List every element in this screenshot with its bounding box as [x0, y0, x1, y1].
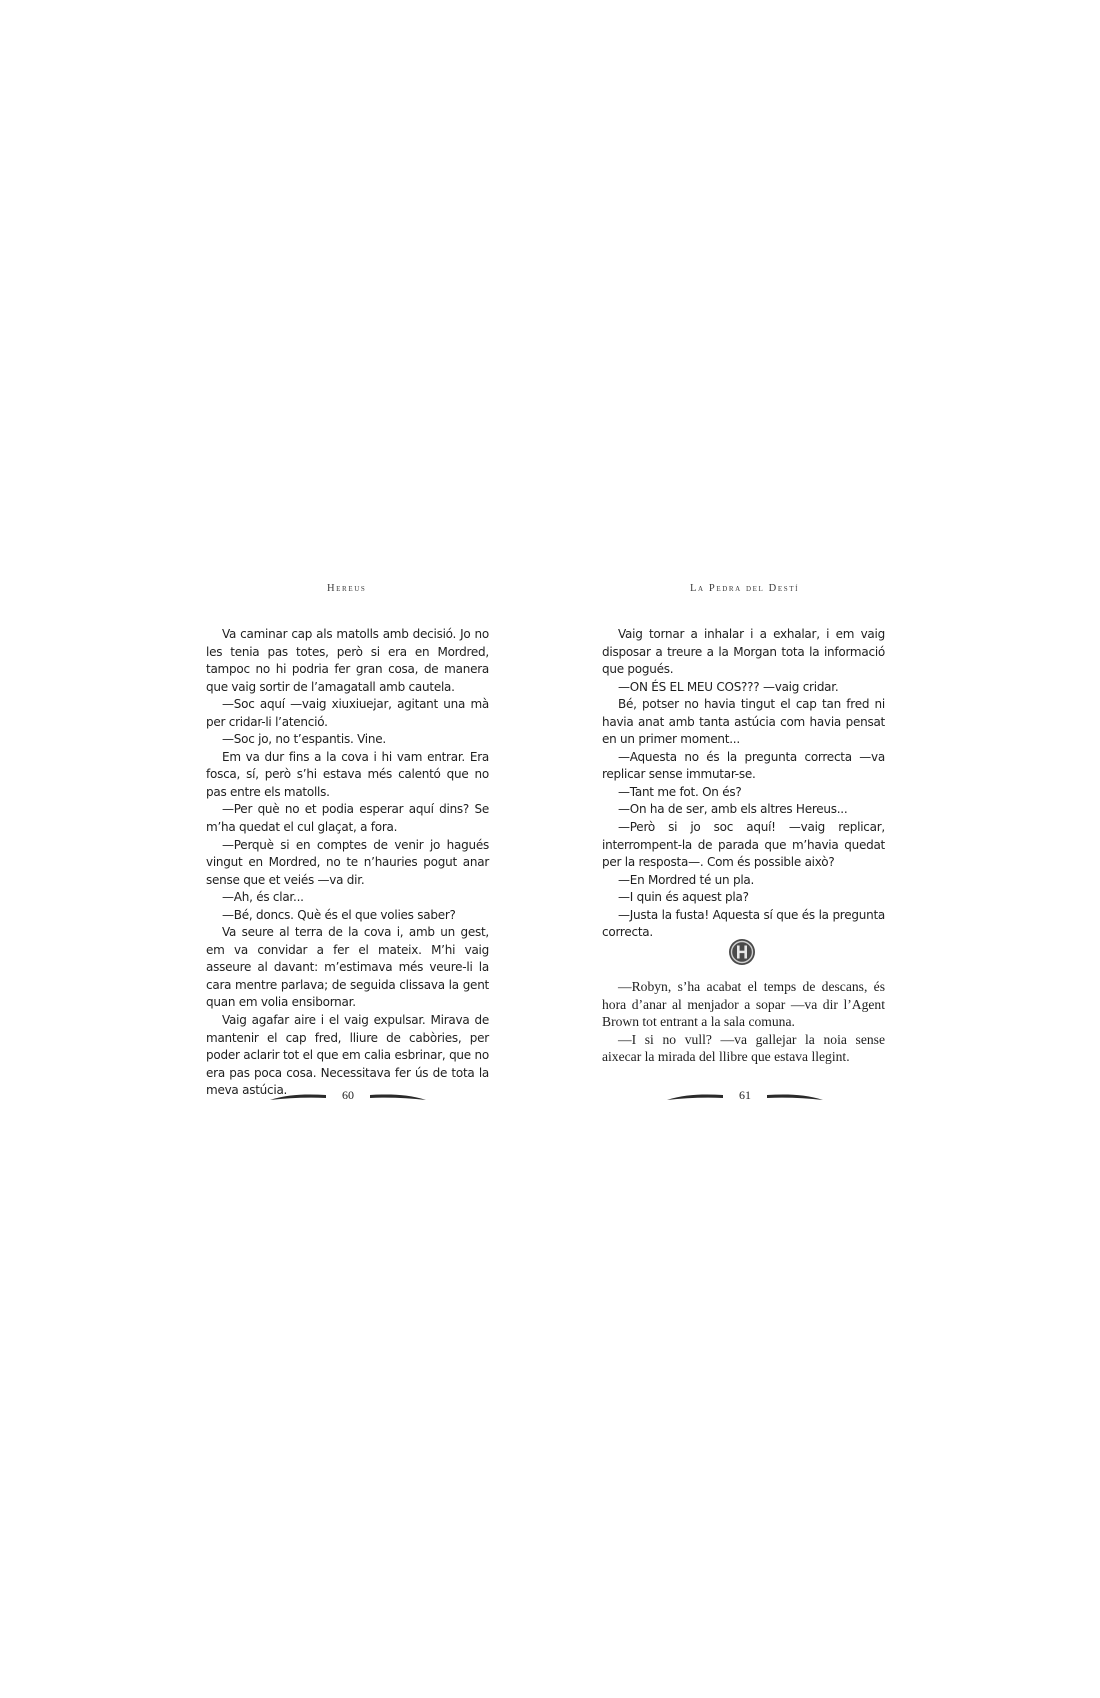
right-page-scene-text: [602, 978, 885, 1066]
page-number: 61: [739, 1088, 751, 1102]
paragraph: Va caminar cap als matolls amb decisió. Jo no les tenia pas totes, però si era en Mordred, tampoc no hi podria fer gran cosa, de manera que vaig sortir de l’amagatall amb cautela.: [206, 627, 489, 694]
paragraph: —Bé, doncs. Què és el que volies saber?: [222, 907, 456, 922]
paragraph: —Ah, és clar...: [222, 890, 304, 905]
paragraph: —Justa la fusta! Aquesta sí que és la pregunta correcta.: [602, 907, 885, 940]
left-running-head: Hereus: [327, 583, 367, 594]
paragraph: Vaig tornar a inhalar i a exhalar, i em vaig disposar a treure a la Morgan tota la informació que pogués.: [602, 627, 885, 677]
paragraph: —I si no vull? —va gallejar la noia sense aixecar la mirada del llibre que estava llegint.: [602, 1031, 885, 1064]
paragraph: —Aquesta no és la pregunta correcta —va replicar sense immutar-se.: [602, 749, 885, 782]
paragraph: —Robyn, s’ha acabat el temps de descans, és hora d’anar al menjador a sopar —va dir l’Agent Brown tot entrant a la sala comuna.: [602, 979, 885, 1029]
paragraph: —Tant me fot. On és?: [618, 784, 742, 799]
paragraph: —ON ÉS EL MEU COS??? —vaig cridar.: [618, 679, 839, 694]
right-running-head: La Pedra del Destí: [690, 583, 800, 594]
page-number: 60: [342, 1088, 354, 1102]
paragraph: —Per què no et podia esperar aquí dins? Se m’ha quedat el cul glaçat, a fora.: [206, 802, 489, 835]
paragraph: —Perquè si en comptes de venir jo hagués vingut en Mordred, no te n’hauries pogut anar sense que et veiés —va dir.: [206, 837, 489, 887]
paragraph: —Però si jo soc aquí! —vaig replicar, interrompent-la de parada que m’havia quedat per la resposta—. Com és possible això?: [602, 820, 885, 870]
paragraph: Vaig agafar aire i el vaig expulsar. Mirava de mantenir el cap fred, lliure de cabòries, per poder aclarir tot el que em calia esbrinar, que no era pas poca cosa. Necessitava fer ús de tota la meva astúcia.: [206, 1013, 489, 1098]
paragraph: —Soc jo, no t’espantis. Vine.: [222, 732, 386, 747]
paragraph: —Soc aquí —vaig xiuxiuejar, agitant una mà per cridar-li l’atenció.: [206, 697, 489, 729]
left-page-text: [206, 626, 489, 1100]
paragraph: —I quin és aquest pla?: [618, 890, 749, 905]
paragraph: —On ha de ser, amb els altres Hereus...: [618, 802, 848, 817]
right-page-text: [602, 626, 885, 942]
paragraph: —En Mordred té un pla.: [618, 872, 755, 887]
paragraph: Va seure al terra de la cova i, amb un gest, em va convidar a fer el mateix. M’hi vaig asseure al davant: m’estimava més veure-li la cara mentre parlava; de seguida clissava la gent quan em volia ensibornar.: [206, 925, 489, 1010]
right-folio: [665, 1088, 825, 1104]
paragraph: Bé, potser no havia tingut el cap tan fred ni havia anat amb tanta astúcia com havia pensat en un primer moment...: [602, 697, 885, 747]
h-emblem-icon: [728, 938, 756, 966]
left-folio: [268, 1088, 428, 1104]
paragraph: Em va dur fins a la cova i hi vam entrar. Era fosca, sí, però s’hi estava més calentó que no pas entre els matolls.: [206, 749, 489, 799]
